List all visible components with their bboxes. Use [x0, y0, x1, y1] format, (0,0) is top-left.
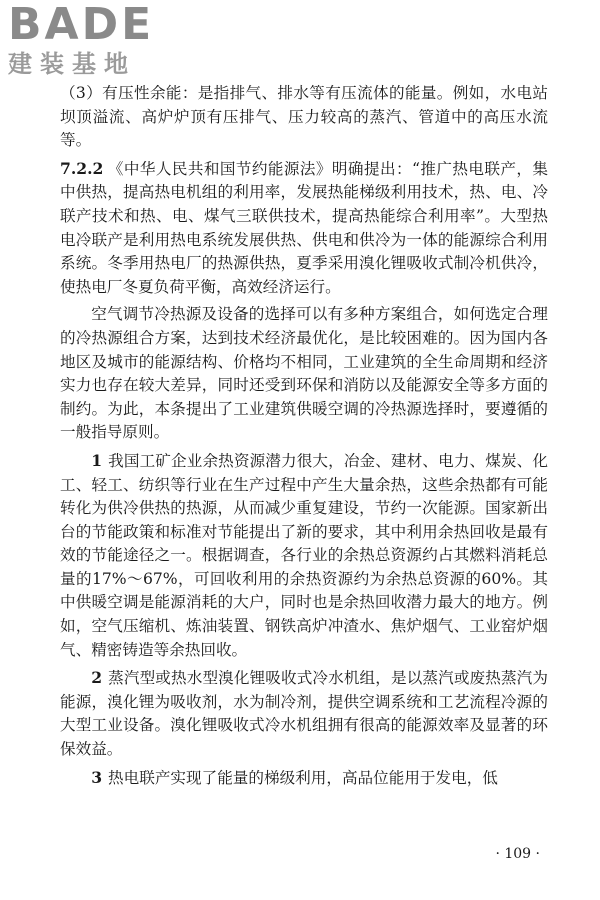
list-item-2: [60, 666, 548, 761]
item-number: 3: [91, 767, 103, 787]
list-item-3: [60, 766, 548, 791]
paragraph-section-7-2-2: [60, 157, 548, 300]
watermark-brand: BADE: [8, 0, 155, 50]
item-number: 1: [91, 450, 103, 470]
watermark-subtitle: 建装基地: [8, 50, 136, 78]
item-text: 蒸汽型或热水型溴化锂吸收式冷水机组，是以蒸汽或废热蒸汽为能源，溴化锂为吸收剂，水为制冷剂，提供空调系统和工艺流程冷源的大型工业设备。溴化锂吸收式冷水机组拥有很高的能源效率及显著的环保效益。: [60, 669, 548, 759]
watermark-logo: [8, 2, 154, 78]
paragraph-cold-heat-source: 空气调节冷热源及设备的选择可以有多种方案组合，如何选定合理的冷热源组合方案，达到技术经济最优化，是比较困难的。因为国内各地区及城市的能源结构、价格均不相同，工业建筑的全生命周期和经济实力也存在较大差异，同时还受到环保和消防以及能源安全等多方面的制约。为此，本条提出了工业建筑供暖空调的冷热源选择时，要遵循的一般指导原则。: [60, 305, 548, 442]
item-text: 热电联产实现了能量的梯级利用，高品位能用于发电，低: [108, 768, 498, 787]
section-text: 《中华人民共和国节约能源法》明确提出：“推广热电联产，集中供热，提高热电机组的利用率，发展热能梯级利用技术，热、电、冷联产技术和热、电、煤气三联供技术，提高热能综合利用率”。大型热电冷联产是利用热电系统发展供热、供电和供冷为一体的能源综合利用系统。冬季用热电厂的热源供热，夏季采用溴化锂吸收式制冷机供冷，使热电厂冬夏负荷平衡，高效经济运行。: [60, 159, 548, 296]
page-number: · 109 ·: [495, 846, 540, 862]
paragraph-pressure-energy: （3）有压性余能：是指排气、排水等有压流体的能量。例如，水电站坝顶溢流、高炉炉顶有压排气、压力较高的蒸汽、管道中的高压水流等。: [60, 84, 548, 150]
item-number: 2: [91, 668, 103, 688]
list-item-1: [60, 449, 548, 662]
item-text: 我国工矿企业余热资源潜力很大，冶金、建材、电力、煤炭、化工、轻工、纺织等行业在生产过程中产生大量余热，这些余热都有可能转化为供冷供热的热源，从而减少重复建设，节约一次能源。国家新出台的节能政策和标准对节能提出了新的要求，其中利用余热回收是最有效的节能途径之一。根据调查，各行业的余热总资源约占其燃料消耗总量的17%～67%，可回收利用的余热资源约为余热总资源的60%。其中供暖空调是能源消耗的大户，同时也是余热回收潜力最大的地方。例如，空气压缩机、炼油装置、钢铁高炉冲渣水、焦炉烟气、工业窑炉烟气、精密铸造等余热回收。: [60, 451, 548, 659]
section-number: 7.2.2: [60, 158, 104, 178]
document-body: [60, 82, 548, 790]
